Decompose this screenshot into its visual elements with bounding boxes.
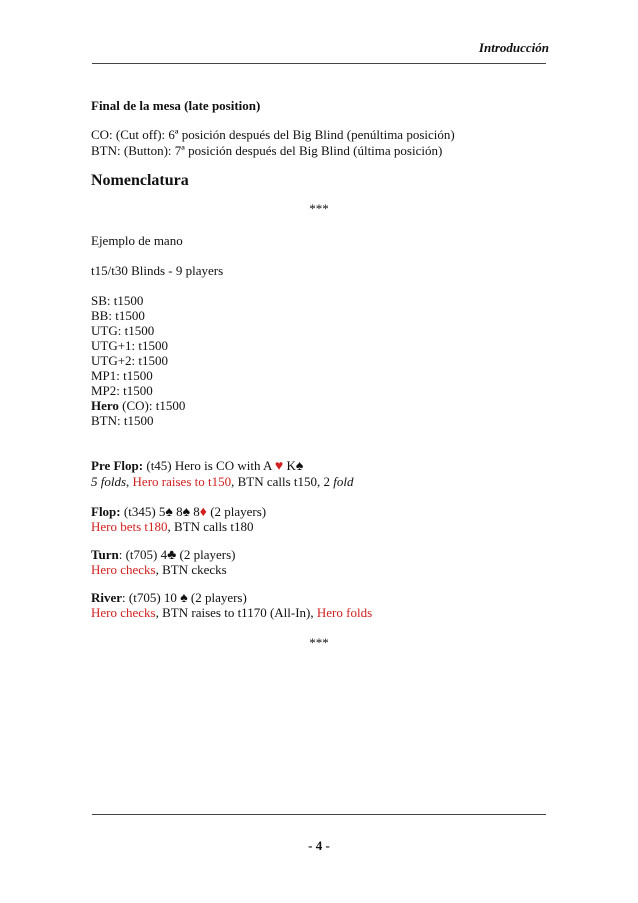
stack-utg2: UTG+2: t1500 xyxy=(91,353,169,368)
blinds-info: t15/t30 Blinds - 9 players xyxy=(91,263,224,278)
diamond-icon: ♦ xyxy=(199,505,207,520)
flop-pot: (t345) 5 xyxy=(120,504,166,519)
preflop-folds: 5 folds xyxy=(91,474,127,489)
river-label: River xyxy=(91,590,123,605)
preflop-rest: , BTN calls t150, 2 xyxy=(231,474,334,489)
stack-utg: UTG: t1500 xyxy=(91,323,155,338)
club-icon: ♣ xyxy=(167,548,177,563)
preflop-label: Pre Flop: xyxy=(91,458,144,473)
flop-rest: , BTN calls t180 xyxy=(167,519,254,534)
co-definition: CO: (Cut off): 6ª posición después del Big Blind (penúltima posición) xyxy=(91,127,455,142)
spade-icon: ♠ xyxy=(182,505,191,520)
running-header-title: Introducción xyxy=(478,40,549,55)
hero-raise: Hero raises to t150 xyxy=(132,474,232,489)
example-title: Ejemplo de mano xyxy=(91,233,183,248)
hero-bet: Hero bets t180 xyxy=(91,519,168,534)
flop-action-line xyxy=(91,519,253,535)
footer-rule xyxy=(92,814,546,815)
turn-rest: , BTN ckecks xyxy=(155,562,227,577)
flop-card3: 8 xyxy=(193,504,200,519)
preflop-sep: , xyxy=(126,474,133,489)
stack-btn: BTN: t1500 xyxy=(91,413,154,428)
preflop-line xyxy=(91,458,303,474)
flop-label: Flop: xyxy=(91,504,121,519)
river-pot: : (t705) 10 xyxy=(122,590,177,605)
preflop-action-line xyxy=(91,474,354,490)
spade-icon: ♠ xyxy=(165,505,173,520)
preflop-card2: K xyxy=(286,458,296,473)
flop-card2: 8 xyxy=(176,504,183,519)
river-mid: , BTN raises to t1170 (All-In), xyxy=(155,605,317,620)
hero-checks-river: Hero checks xyxy=(91,605,156,620)
spade-icon: ♠ xyxy=(180,591,188,606)
page-number: - 4 - xyxy=(308,838,330,853)
stack-utg1: UTG+1: t1500 xyxy=(91,338,169,353)
stack-mp2: MP2: t1500 xyxy=(91,383,153,398)
stack-hero xyxy=(91,398,185,414)
btn-definition: BTN: (Button): 7ª posición después del Big Blind (última posición) xyxy=(91,143,443,158)
heart-icon: ♥ xyxy=(274,459,284,474)
flop-players: (2 players) xyxy=(210,504,267,519)
hero-folds: Hero folds xyxy=(316,605,373,620)
hero-label: Hero xyxy=(91,398,119,413)
spade-icon: ♠ xyxy=(295,459,304,474)
stack-sb: SB: t1500 xyxy=(91,293,144,308)
nomenclatura-heading: Nomenclatura xyxy=(91,172,189,189)
turn-pot: : (t705) 4 xyxy=(118,547,168,562)
end-separator: *** xyxy=(309,635,329,650)
stack-bb: BB: t1500 xyxy=(91,308,145,323)
section-separator: *** xyxy=(309,201,329,216)
river-action-line xyxy=(91,605,372,621)
preflop-text: (t45) Hero is CO with A xyxy=(143,458,272,473)
hero-checks-turn: Hero checks xyxy=(91,562,156,577)
late-position-heading: Final de la mesa (late position) xyxy=(91,98,261,113)
river-line xyxy=(91,590,247,606)
flop-line xyxy=(91,504,266,520)
river-players: (2 players) xyxy=(190,590,247,605)
hero-stack: (CO): t1500 xyxy=(118,398,186,413)
stack-mp1: MP1: t1500 xyxy=(91,368,153,383)
header-rule xyxy=(92,63,546,64)
turn-line xyxy=(91,547,236,563)
turn-players: (2 players) xyxy=(179,547,236,562)
turn-label: Turn xyxy=(91,547,119,562)
preflop-fold: fold xyxy=(333,474,354,489)
turn-action-line xyxy=(91,562,227,578)
